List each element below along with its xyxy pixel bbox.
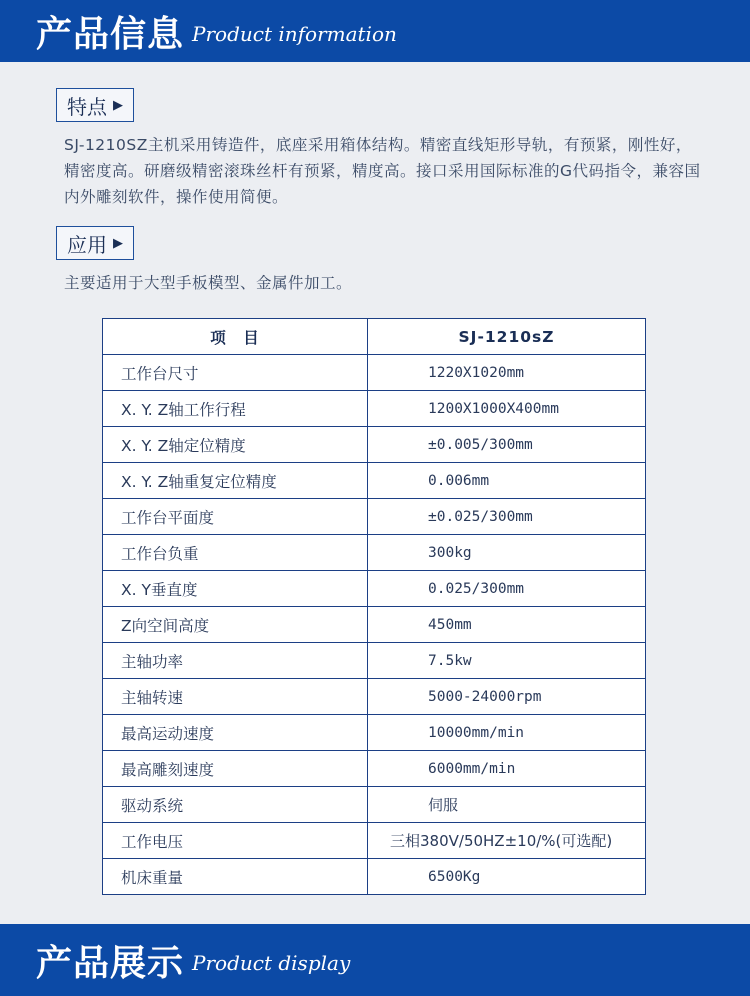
footer-banner	[0, 924, 750, 996]
spec-value: 三相380V/50HZ±10/%(可选配)	[368, 823, 646, 859]
spec-name: 机床重量	[103, 859, 368, 895]
spec-name: 工作电压	[103, 823, 368, 859]
spec-value: 伺服	[368, 787, 646, 823]
table-row	[103, 643, 646, 679]
table-row	[103, 427, 646, 463]
spec-value: ±0.025/300mm	[368, 499, 646, 535]
spec-value: 6500Kg	[368, 859, 646, 895]
spec-name: X. Y. Z轴定位精度	[103, 427, 368, 463]
spec-value: 300kg	[368, 535, 646, 571]
spec-value: 0.006mm	[368, 463, 646, 499]
triangle-right-icon: ▶	[113, 235, 123, 251]
table-row	[103, 499, 646, 535]
features-heading	[56, 88, 134, 122]
spec-value: 0.025/300mm	[368, 571, 646, 607]
table-row	[103, 607, 646, 643]
spec-name: X. Y垂直度	[103, 571, 368, 607]
spec-table	[102, 318, 646, 895]
table-row	[103, 391, 646, 427]
spec-value: 7.5kw	[368, 643, 646, 679]
spec-name: 最高运动速度	[103, 715, 368, 751]
triangle-right-icon: ▶	[113, 97, 123, 113]
table-row	[103, 859, 646, 895]
header-item: 项 目	[103, 319, 368, 355]
application-heading-label: 应用	[67, 232, 107, 257]
spec-value: 1200X1000X400mm	[368, 391, 646, 427]
spec-value: ±0.005/300mm	[368, 427, 646, 463]
spec-name: 工作台尺寸	[103, 355, 368, 391]
spec-name: 最高雕刻速度	[103, 751, 368, 787]
table-header-row	[103, 319, 646, 355]
table-row	[103, 463, 646, 499]
spec-name: Z向空间高度	[103, 607, 368, 643]
spec-name: 工作台负重	[103, 535, 368, 571]
section-title: 产品信息	[36, 13, 185, 55]
features-heading-label: 特点	[67, 94, 107, 119]
spec-name: 工作台平面度	[103, 499, 368, 535]
header-banner	[0, 0, 750, 62]
header-model: SJ-1210sZ	[368, 319, 646, 355]
table-row	[103, 715, 646, 751]
spec-value: 6000mm/min	[368, 751, 646, 787]
application-text: 主要适用于大型手板模型、金属件加工。	[64, 274, 353, 292]
table-row	[103, 535, 646, 571]
table-row	[103, 355, 646, 391]
section-title: 产品展示	[36, 942, 185, 984]
table-row	[103, 751, 646, 787]
spec-value: 10000mm/min	[368, 715, 646, 751]
spec-name: X. Y. Z轴工作行程	[103, 391, 368, 427]
spec-name: 驱动系统	[103, 787, 368, 823]
application-heading	[56, 226, 134, 260]
section-subtitle: Product information	[192, 22, 397, 46]
table-row	[103, 679, 646, 715]
spec-name: X. Y. Z轴重复定位精度	[103, 463, 368, 499]
features-text: SJ-1210SZ主机采用铸造件，底座采用箱体结构。精密直线矩形导轨，有预紧，刚性好，精密度高。研磨级精密滚珠丝杆有预紧，精度高。接口采用国际标准的G代码指令，兼容国内外雕刻软件，操作使用简便。	[64, 136, 701, 206]
spec-value: 1220X1020mm	[368, 355, 646, 391]
section-subtitle: Product display	[192, 951, 351, 975]
table-row	[103, 823, 646, 859]
spec-value: 5000-24000rpm	[368, 679, 646, 715]
spec-name: 主轴转速	[103, 679, 368, 715]
table-row	[103, 571, 646, 607]
spec-value: 450mm	[368, 607, 646, 643]
table-row	[103, 787, 646, 823]
spec-name: 主轴功率	[103, 643, 368, 679]
